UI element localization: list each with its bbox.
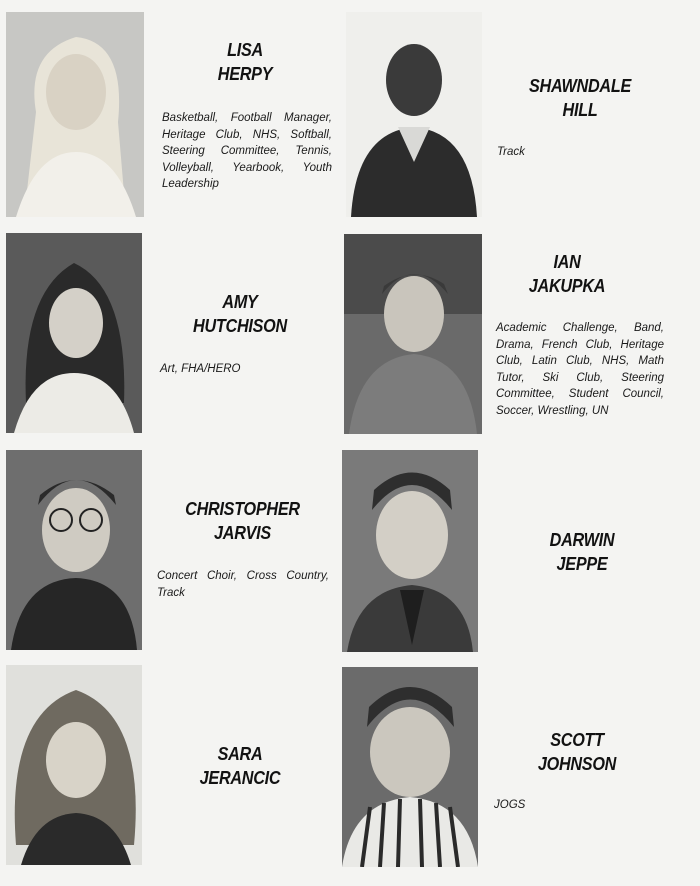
last-name: HERPY: [217, 64, 273, 84]
portrait-photo-icon: [6, 233, 142, 433]
first-name: AMY: [222, 292, 258, 312]
student-name: [182, 742, 299, 790]
student-name: [519, 728, 636, 776]
portrait-photo-icon: [6, 12, 144, 217]
student-name: [509, 250, 626, 298]
first-name: IAN: [553, 252, 581, 272]
last-name: HUTCHISON: [193, 316, 287, 336]
last-name: JEPPE: [556, 554, 608, 574]
last-name: JARVIS: [214, 523, 271, 543]
portrait-photo-christopher-jarvis: [6, 450, 142, 650]
first-name: DARWIN: [549, 530, 615, 550]
portrait-photo-amy-hutchison: [6, 233, 142, 433]
student-name: [187, 38, 304, 86]
activities-list: Track: [497, 146, 525, 158]
student-name: [524, 528, 641, 576]
activities-list: JOGS: [494, 799, 526, 811]
last-name: JAKUPKA: [528, 276, 606, 296]
portrait-photo-shawndale-hill: [346, 12, 482, 217]
portrait-photo-icon: [342, 450, 478, 652]
activities-list: Art, FHA/HERO: [160, 363, 241, 375]
activities-list: Basketball, Football Manager, Heritage Club, NHS, Softball, Steering Committee, Tennis, Volleyball, Yearbook, Youth Leadership: [162, 112, 332, 190]
first-name: SHAWNDALE: [529, 76, 631, 96]
portrait-photo-icon: [344, 234, 482, 434]
activities-list: Concert Choir, Cross Country, Track: [157, 570, 329, 599]
first-name: LISA: [227, 40, 263, 60]
portrait-photo-icon: [6, 450, 142, 650]
last-name: JOHNSON: [537, 754, 617, 774]
first-name: SCOTT: [550, 730, 604, 750]
portrait-photo-ian-jakupka: [344, 234, 482, 434]
portrait-photo-icon: [342, 667, 478, 867]
portrait-photo-sara-jerancic: [6, 665, 142, 865]
activities-list: Academic Challenge, Band, Drama, French Club, Heritage Club, Latin Club, NHS, Math Tutor, Ski Club, Steering Committee, Student Council, Soccer, Wrestling, UN: [496, 322, 664, 417]
portrait-photo-icon: [6, 665, 142, 865]
portrait-photo-lisa-herpy: [6, 12, 144, 217]
last-name: HILL: [562, 100, 598, 120]
first-name: CHRISTOPHER: [185, 499, 300, 519]
portrait-photo-scott-johnson: [342, 667, 478, 867]
student-name: [522, 74, 639, 122]
student-name: [182, 290, 299, 338]
first-name: SARA: [217, 744, 263, 764]
student-name: [182, 497, 304, 545]
portrait-photo-darwin-jeppe: [342, 450, 478, 652]
last-name: JERANCIC: [199, 768, 281, 788]
portrait-photo-icon: [346, 12, 482, 217]
